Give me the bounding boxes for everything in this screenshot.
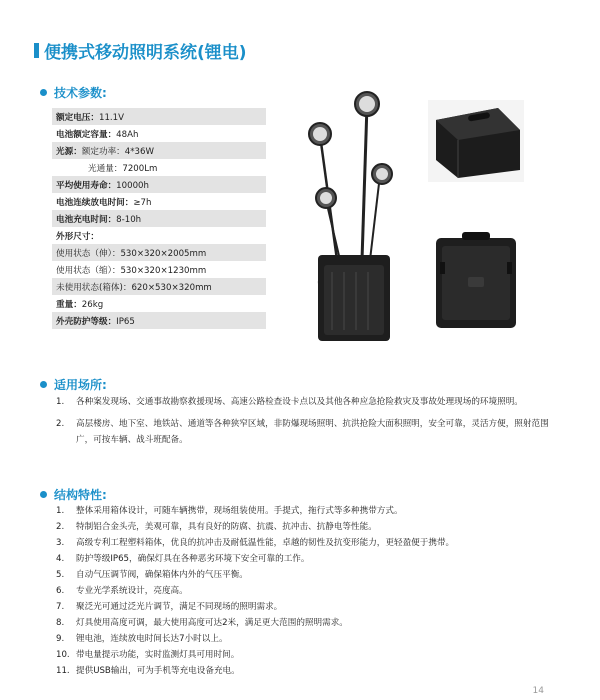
bullet-dot-icon <box>40 381 47 388</box>
spec-value: ≥7h <box>133 197 152 208</box>
list-item <box>56 551 454 567</box>
tower-light-photo <box>292 90 410 350</box>
spec-row <box>52 244 266 261</box>
features-heading: 结构特性: <box>40 486 107 503</box>
list-item-text: 各种案发现场、交通事故勘察救援现场、高速公路检查设卡点以及其他各种应急抢险救灾及事故处理现场的环境照明。 <box>76 397 523 407</box>
spec-value: 10000h <box>116 180 149 191</box>
list-item-number: 9. <box>56 634 65 644</box>
list-item-number: 10. <box>56 650 70 660</box>
spec-value: 使用状态（缩）：530×320×1230mm <box>56 265 207 276</box>
list-item-number: 5. <box>56 570 65 580</box>
list-item-number: 7. <box>56 602 65 612</box>
spec-label: 电池充电时间： <box>56 214 117 225</box>
page-number: 14 <box>532 686 544 696</box>
case-top-photo <box>428 100 524 182</box>
bullet-dot-icon <box>40 89 47 96</box>
spec-value: 11.1V <box>98 112 124 123</box>
spec-row <box>52 159 266 176</box>
spec-row <box>52 312 266 329</box>
list-item-text: 高级专利工程塑料箱体，优良的抗冲击及耐低温性能，卓越的韧性及抗变形能力，更轻盈便于携带。 <box>76 538 455 548</box>
list-item-text: 高层楼房、地下室、地铁站、通道等各种狭窄区域，非防爆现场照明、抗洪抢险大面积照明，安全可靠，灵活方便，照射范围广，可按车辆、战斗班配备。 <box>76 419 549 445</box>
spec-row <box>52 193 266 210</box>
spec-row <box>52 108 266 125</box>
spec-value: 使用状态（伸）：530×320×2005mm <box>56 248 207 259</box>
spec-value: 48Ah <box>116 129 139 140</box>
list-item-text: 专业光学系统设计，亮度高。 <box>76 586 188 596</box>
spec-table <box>52 108 266 329</box>
list-item <box>56 631 454 647</box>
spec-label: 光源： <box>56 146 82 157</box>
list-item-text: 聚泛光可通过泛光片调节，满足不同现场的照明需求。 <box>76 602 283 612</box>
list-item-text: 自动气压调节阀，确保箱体内外的气压平衡。 <box>76 570 248 580</box>
spec-label: 外壳防护等级： <box>56 316 117 327</box>
spec-value: IP65 <box>116 316 135 327</box>
spec-label: 电池额定容量： <box>56 129 117 140</box>
bullet-dot-icon <box>40 491 47 498</box>
list-item <box>56 416 556 448</box>
list-item-number: 8. <box>56 618 65 628</box>
spec-row <box>52 295 266 312</box>
spec-label: 外形尺寸： <box>56 231 99 242</box>
list-item-text: 带电量提示功能，实时监测灯具可用时间。 <box>76 650 240 660</box>
spec-row <box>52 210 266 227</box>
spec-row <box>52 125 266 142</box>
spec-value: 未使用状态(箱体)：620×530×320mm <box>56 282 212 293</box>
spec-row <box>52 227 266 244</box>
list-item-text: 防护等级IP65，确保灯具在各种恶劣环境下安全可靠的工作。 <box>76 554 310 564</box>
list-item <box>56 535 454 551</box>
spec-row <box>52 142 266 159</box>
spec-label: 额定电压： <box>56 112 99 123</box>
spec-value: 26kg <box>81 299 104 310</box>
page-title <box>34 38 247 63</box>
page-title-text: 便携式移动照明系统(锂电) <box>44 43 247 63</box>
list-item <box>56 583 454 599</box>
list-item-text: 锂电池，连续放电时间长达7小时以上。 <box>76 634 228 644</box>
spec-value: 光通量：7200Lm <box>88 163 158 174</box>
spec-row <box>52 176 266 193</box>
list-item-number: 3. <box>56 538 65 548</box>
list-item-number: 2. <box>56 419 65 429</box>
spec-row <box>52 278 266 295</box>
list-item <box>56 567 454 583</box>
spec-label: 电池连续放电时间： <box>56 197 134 208</box>
list-item-number: 2. <box>56 522 65 532</box>
features-list <box>56 503 454 679</box>
spec-label: 重量： <box>56 299 82 310</box>
usage-heading: 适用场所: <box>40 376 107 393</box>
list-item-number: 4. <box>56 554 65 564</box>
list-item-number: 1. <box>56 506 65 516</box>
list-item <box>56 503 454 519</box>
list-item-number: 11. <box>56 666 70 676</box>
title-bar-marker <box>34 43 39 58</box>
usage-list <box>56 394 556 454</box>
list-item <box>56 599 454 615</box>
list-item <box>56 615 454 631</box>
list-item-text: 整体采用箱体设计，可随车辆携带，现场组装使用。手提式，拖行式等多种携带方式。 <box>76 506 403 516</box>
spec-row <box>52 261 266 278</box>
spec-label: 平均使用寿命： <box>56 180 117 191</box>
list-item <box>56 519 454 535</box>
list-item <box>56 394 556 410</box>
list-item-text: 灯具使用高度可调，最大使用高度可达2米，满足更大范围的照明需求。 <box>76 618 348 628</box>
list-item <box>56 663 454 679</box>
spec-value: 额定功率：4*36W <box>81 146 154 157</box>
list-item-text: 提供USB输出，可为手机等充电设备充电。 <box>76 666 240 676</box>
specs-heading: 技术参数: <box>40 84 107 101</box>
list-item-text: 特制铝合金头壳，美观可靠，具有良好的防腐、抗震、抗冲击、抗静电等性能。 <box>76 522 377 532</box>
list-item <box>56 647 454 663</box>
case-front-photo <box>432 232 520 332</box>
list-item-number: 6. <box>56 586 65 596</box>
list-item-number: 1. <box>56 397 65 407</box>
spec-value: 8-10h <box>116 214 142 225</box>
